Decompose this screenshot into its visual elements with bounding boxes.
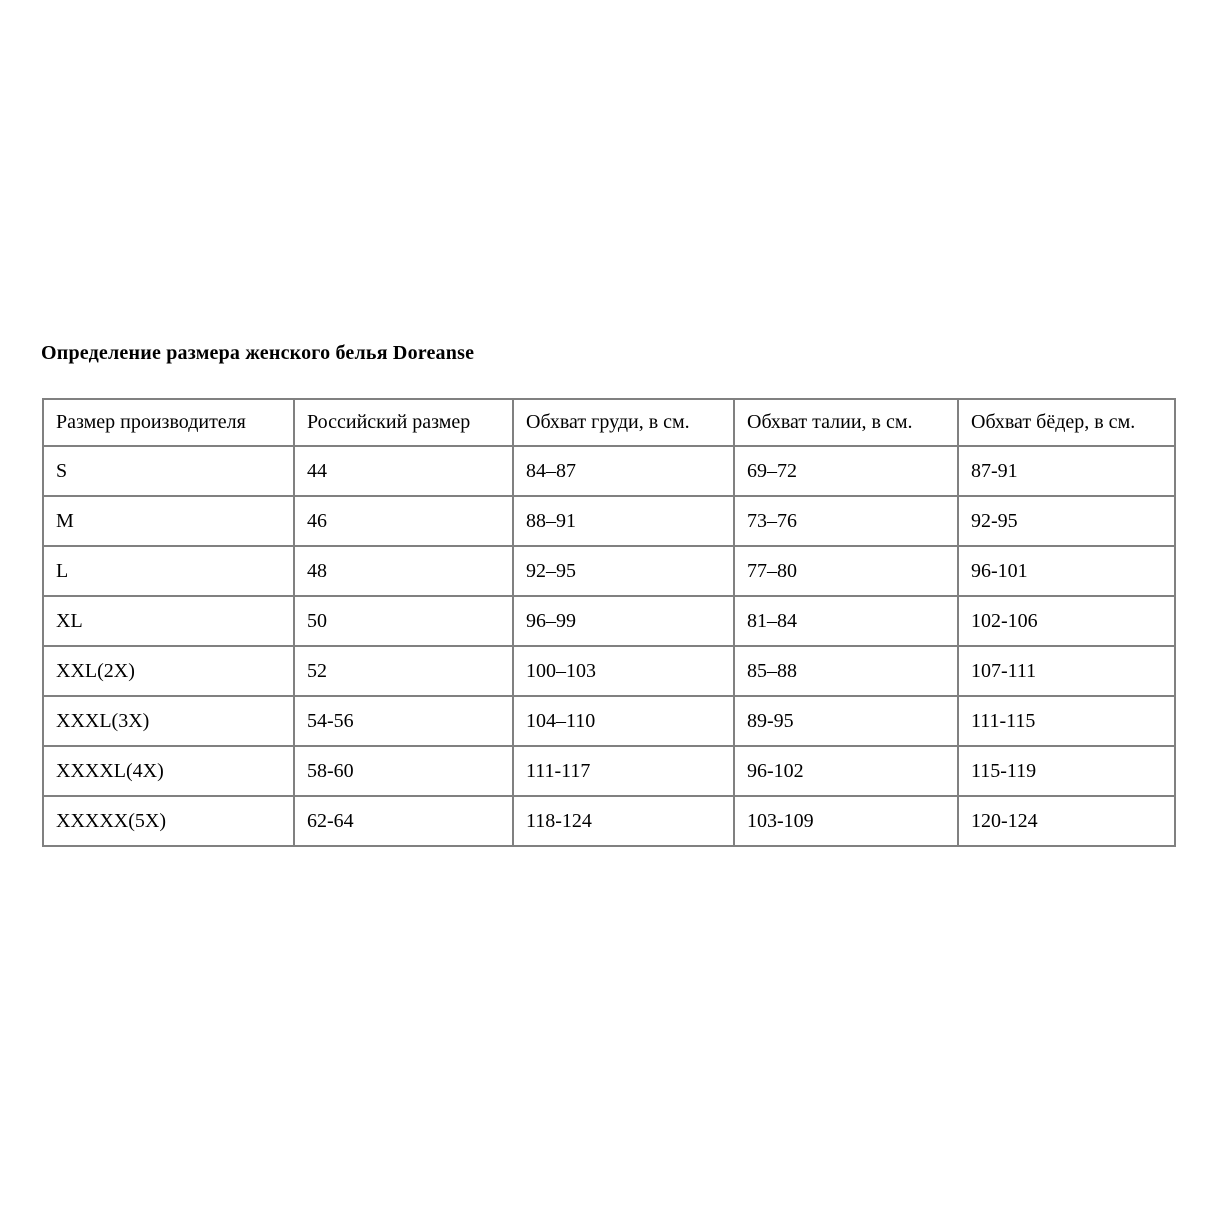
cell-hips: 87-91: [958, 446, 1175, 496]
cell-hips: 107-111: [958, 646, 1175, 696]
cell-waist: 69–72: [734, 446, 958, 496]
cell-chest: 96–99: [513, 596, 734, 646]
cell-waist: 89-95: [734, 696, 958, 746]
table-header-russian-size: Российский размер: [294, 399, 513, 446]
cell-chest: 104–110: [513, 696, 734, 746]
table-row: [43, 596, 1175, 646]
size-chart-table: [42, 398, 1176, 847]
cell-russian-size: 52: [294, 646, 513, 696]
table-row: [43, 546, 1175, 596]
cell-manufacturer-size: L: [43, 546, 294, 596]
table-row: [43, 646, 1175, 696]
table-row: [43, 746, 1175, 796]
cell-waist: 77–80: [734, 546, 958, 596]
cell-russian-size: 48: [294, 546, 513, 596]
cell-russian-size: 62-64: [294, 796, 513, 846]
table-header-waist: Обхват талии, в см.: [734, 399, 958, 446]
cell-hips: 92-95: [958, 496, 1175, 546]
cell-russian-size: 46: [294, 496, 513, 546]
cell-hips: 102-106: [958, 596, 1175, 646]
cell-russian-size: 54-56: [294, 696, 513, 746]
cell-chest: 118-124: [513, 796, 734, 846]
cell-waist: 85–88: [734, 646, 958, 696]
cell-manufacturer-size: XXXL(3X): [43, 696, 294, 746]
cell-waist: 81–84: [734, 596, 958, 646]
cell-manufacturer-size: XXXXL(4X): [43, 746, 294, 796]
cell-russian-size: 44: [294, 446, 513, 496]
cell-hips: 111-115: [958, 696, 1175, 746]
cell-waist: 96-102: [734, 746, 958, 796]
table-row: [43, 496, 1175, 546]
table-header-row: [43, 399, 1175, 446]
cell-hips: 115-119: [958, 746, 1175, 796]
cell-waist: 103-109: [734, 796, 958, 846]
cell-chest: 84–87: [513, 446, 734, 496]
table-row: [43, 696, 1175, 746]
cell-manufacturer-size: XL: [43, 596, 294, 646]
table-row: [43, 446, 1175, 496]
table-header-manufacturer-size: Размер производителя: [43, 399, 294, 446]
cell-manufacturer-size: M: [43, 496, 294, 546]
cell-chest: 111-117: [513, 746, 734, 796]
cell-manufacturer-size: XXXXX(5X): [43, 796, 294, 846]
cell-manufacturer-size: S: [43, 446, 294, 496]
cell-russian-size: 58-60: [294, 746, 513, 796]
cell-hips: 120-124: [958, 796, 1175, 846]
cell-chest: 88–91: [513, 496, 734, 546]
cell-chest: 100–103: [513, 646, 734, 696]
cell-waist: 73–76: [734, 496, 958, 546]
cell-chest: 92–95: [513, 546, 734, 596]
page-title: Определение размера женского белья Doreanse: [41, 342, 475, 364]
cell-hips: 96-101: [958, 546, 1175, 596]
cell-manufacturer-size: XXL(2X): [43, 646, 294, 696]
cell-russian-size: 50: [294, 596, 513, 646]
table-header-hips: Обхват бёдер, в см.: [958, 399, 1175, 446]
table-header-chest: Обхват груди, в см.: [513, 399, 734, 446]
table-row: [43, 796, 1175, 846]
